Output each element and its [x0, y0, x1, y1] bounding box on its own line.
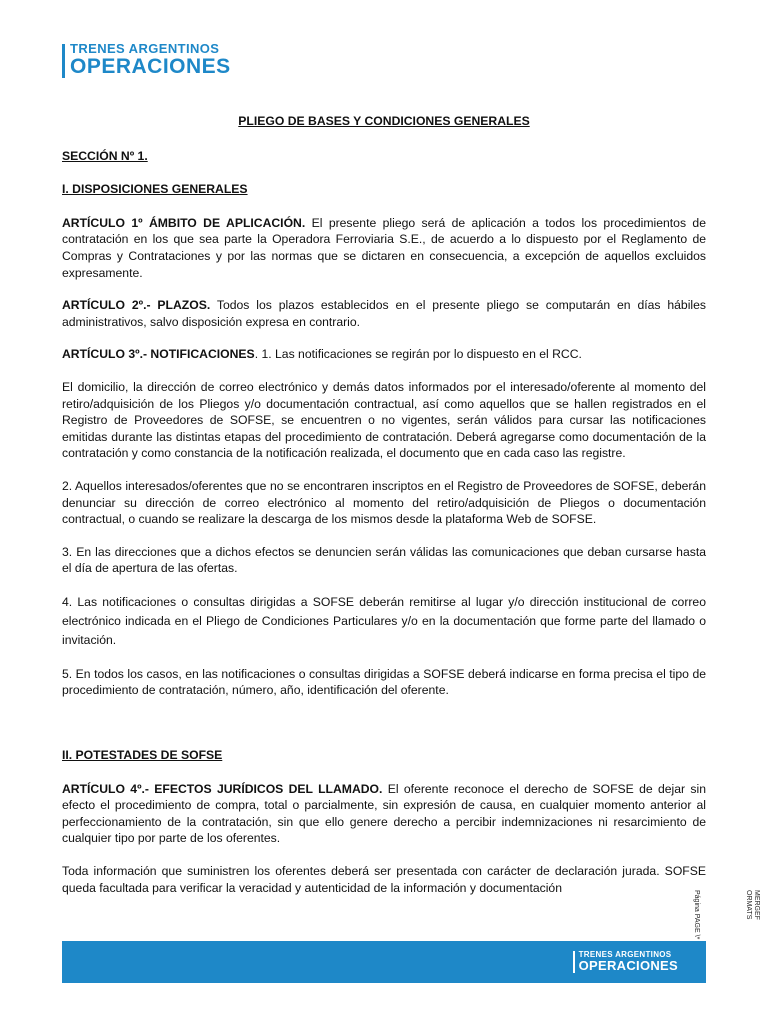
- article-2-text: Todos los plazos establecidos en el presente pliego se computarán en días hábiles administrativos, salvo disposición expresa en contrario.: [62, 298, 706, 329]
- article-4-text: El oferente reconoce el derecho de SOFSE de dejar sin efecto el procedimiento de compra, total o parcialmente, sin expresión de causa, en cualquier momento anterior al perfeccionamiento de la contratación, sin que ello genere derecho a percibir indemnizaciones ni resarcimiento de cualquier tipo por parte de los oferentes.: [62, 781, 706, 846]
- footer-band: [62, 941, 706, 983]
- footer-logo-accent-bar: [573, 951, 575, 973]
- article-4-paragraph-2: Toda información que suministren los oferentes deberá ser presentada con carácter de declaración jurada. SOFSE queda facultada para verificar la veracidad y autenticidad de la información y documentación: [62, 864, 706, 895]
- article-3: [62, 346, 706, 363]
- mergeformat-field-note: MERGEF ORMATS: [745, 890, 760, 920]
- article-3-paragraph-3: 3. En las direcciones que a dichos efectos se denuncien serán válidas las comunicaciones que deban cursarse hasta el día de apertura de las ofertas.: [62, 544, 706, 576]
- logo-accent-bar: [62, 44, 65, 78]
- header-logo: [62, 42, 231, 78]
- footer-logo-line1: TRENES ARGENTINOS: [578, 950, 672, 959]
- article-1-title: ARTÍCULO 1º ÁMBITO DE APLICACIÓN.: [62, 215, 306, 230]
- article-3-paragraph-2: 2. Aquellos interesados/oferentes que no se encontraren inscriptos en el Registro de Proveedores de SOFSE, deberán denunciar su dirección de correo electrónico al momento del retiro/adquisición de Pliegos o documentación contractual, o cuando se realizare la descarga de los mismos desde la plataforma Web de SOFSE.: [62, 478, 706, 527]
- logo-line2: OPERACIONES: [70, 55, 231, 78]
- article-3-text: . 1. Las notificaciones se regirán por lo dispuesto en el RCC.: [254, 347, 582, 362]
- logo-line1: TRENES ARGENTINOS: [70, 41, 220, 56]
- section2-heading: II. POTESTADES DE SOFSE: [62, 748, 223, 763]
- page-field-note: Página PAGE \*: [693, 890, 700, 940]
- document-body: [62, 113, 706, 896]
- article-4-title: ARTÍCULO 4º.- EFECTOS JURÍDICOS DEL LLAMADO.: [62, 781, 383, 796]
- document-title: PLIEGO DE BASES Y CONDICIONES GENERALES: [238, 114, 530, 128]
- footer-logo: [573, 950, 678, 973]
- article-2-title: ARTÍCULO 2º.- PLAZOS.: [62, 298, 211, 313]
- article-1-text: El presente pliego será de aplicación a todos los procedimientos de contratación en los que sea parte la Operadora Ferroviaria S.E., de acuerdo a lo dispuesto por el Reglamento de Compras y Contrataciones y por las normas que se dictaren en consecuencia, a excepción de aquellos excluidos expresamente.: [62, 215, 706, 280]
- section1-heading: I. DISPOSICIONES GENERALES: [62, 182, 248, 197]
- article-4: [62, 781, 706, 847]
- article-2: [62, 297, 706, 330]
- article-3-paragraph-4: 4. Las notificaciones o consultas dirigidas a SOFSE deberán remitirse al lugar y/o dirección institucional de correo electrónico indicada en el Pliego de Condiciones Particulares y/o en la documentación que forme parte del llamado o invitación.: [62, 594, 706, 647]
- section-label: SECCIÓN Nº 1.: [62, 148, 148, 163]
- article-3-title: ARTÍCULO 3º.- NOTIFICACIONES: [62, 347, 255, 362]
- footer-logo-line2: OPERACIONES: [578, 958, 678, 973]
- article-3-paragraph-1: El domicilio, la dirección de correo electrónico y demás datos informados por el interesado/oferente al momento del retiro/adquisición de los Pliegos y/o documentación contractual, así como aquellos que se hallen registrados en el Registro de Proveedores de SOFSE, se encuentren o no vigentes, serán válidos para cursar las notificaciones emitidas durante las distintas etapas del procedimiento de contratación. Deberá agregarse como documentación de la contratación y como constancia de la notificación realizada, el documento que en cada caso las registre.: [62, 379, 706, 461]
- article-1: [62, 215, 706, 281]
- article-3-paragraph-5: 5. En todos los casos, en las notificaciones o consultas dirigidas a SOFSE deberá indicarse en forma precisa el tipo de procedimiento de contratación, número, año, identificación del oferente.: [62, 666, 706, 698]
